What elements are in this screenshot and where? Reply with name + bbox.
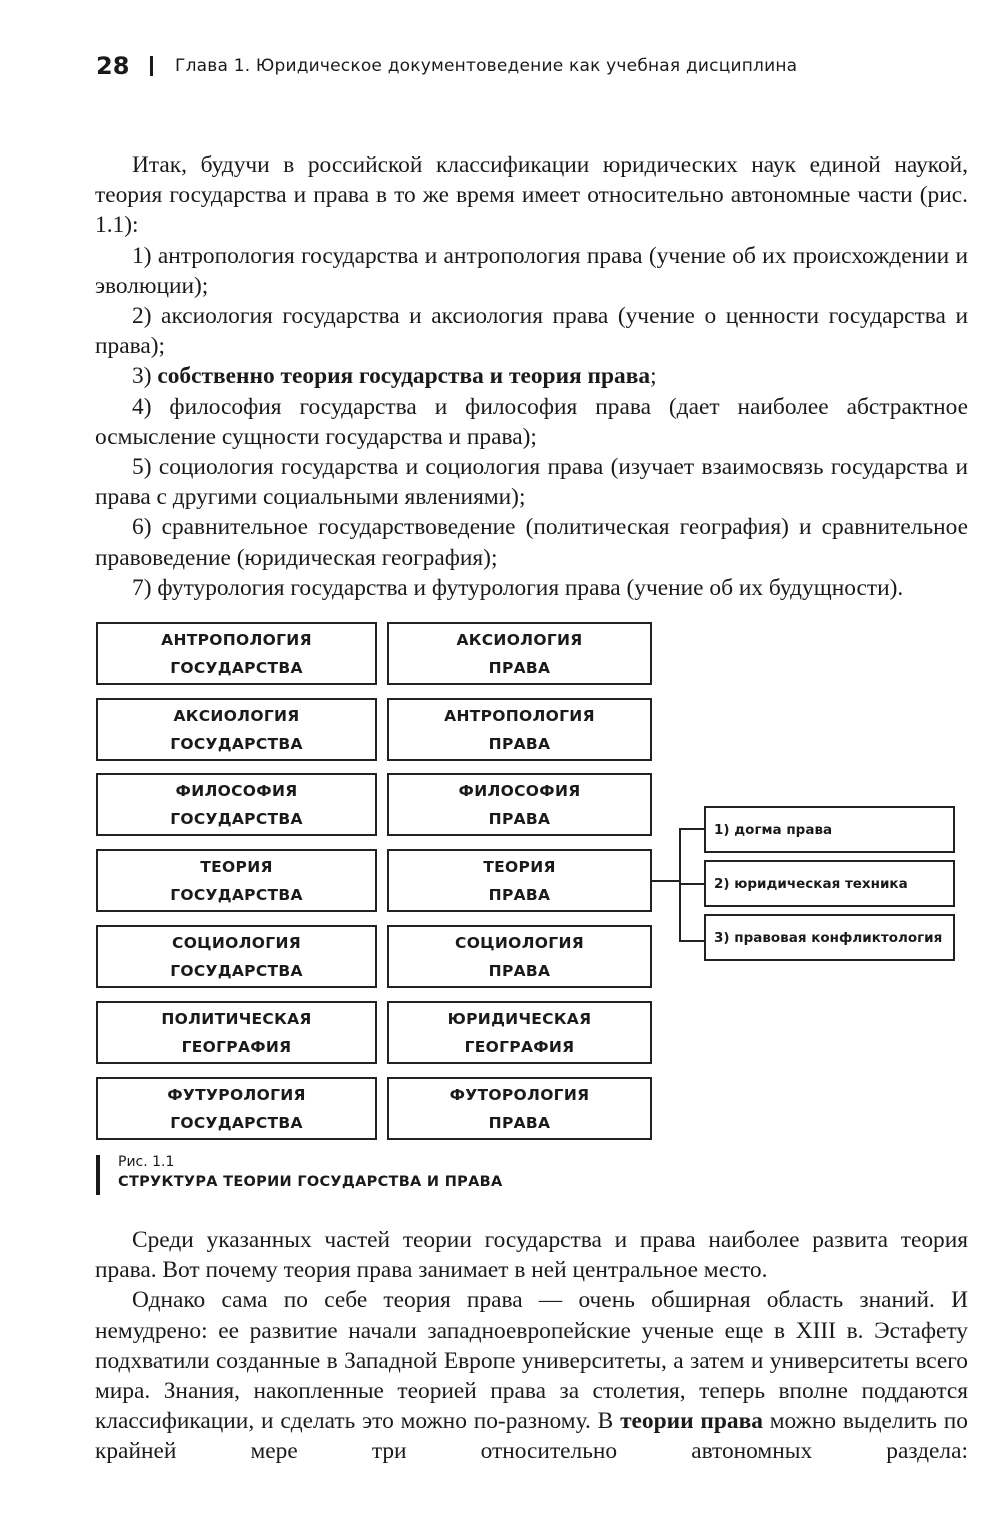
diagram-box-left (96, 622, 377, 685)
box-line-1: СОЦИОЛОГИЯ (455, 933, 584, 952)
connector-line (679, 828, 681, 942)
box-line-1: ФИЛОСОФИЯ (175, 781, 298, 800)
diagram-box-right (387, 1001, 652, 1064)
connector-line (679, 828, 705, 830)
body-paragraph (95, 1285, 968, 1466)
box-line-1: АНТРОПОЛОГИЯ (444, 706, 595, 725)
intro-text (95, 150, 968, 603)
box-line-2: ПРАВА (488, 734, 551, 753)
box-line-1: ЮРИДИЧЕСКАЯ (447, 1009, 592, 1028)
chapter-title: Глава 1. Юридическое документоведение как учебная дисциплина (175, 56, 798, 76)
diagram-box-left (96, 1001, 377, 1064)
box-line-1: ТЕОРИЯ (483, 857, 556, 876)
box-line-2: ГЕОГРАФИЯ (464, 1037, 575, 1056)
diagram-box-right (387, 622, 652, 685)
box-line-1: ТЕОРИЯ (200, 857, 273, 876)
diagram-box-left (96, 849, 377, 912)
list-item: 5) социология государства и социология права (изучает взаимосвязь государства и права с другими социальными явлениями); (95, 454, 968, 511)
list-item (95, 361, 968, 391)
intro-paragraph: Итак, будучи в российской классификации юридических наук единой наукой, теория государства и права в то же время имеет относительно автономные части (рис. 1.1): (95, 152, 968, 239)
box-line-2: ГОСУДАРСТВА (170, 809, 303, 828)
diagram-box-right (387, 1077, 652, 1140)
box-line-1: СОЦИОЛОГИЯ (172, 933, 301, 952)
box-line-2: ГОСУДАРСТВА (170, 658, 303, 677)
diagram-box-right (387, 925, 652, 988)
box-line-1: АНТРОПОЛОГИЯ (161, 630, 312, 649)
paragraph-text: можно выделить по крайней мере три относительно автономных раздела: (95, 1408, 969, 1465)
box-line-1: АКСИОЛОГИЯ (173, 706, 300, 725)
caption-title: СТРУКТУРА ТЕОРИИ ГОСУДАРСТВА И ПРАВА (118, 1174, 503, 1190)
diagram-box-left (96, 1077, 377, 1140)
list-item: 4) философия государства и философия права (дает наиболее абстрактное осмысление сущности государства и права); (95, 393, 968, 450)
box-line-2: ГОСУДАРСТВА (170, 961, 303, 980)
diagram-box-left (96, 773, 377, 836)
box-line-1: ПОЛИТИЧЕСКАЯ (161, 1009, 312, 1028)
box-line-2: ГОСУДАРСТВА (170, 1113, 303, 1132)
sub-section-box: 3) правовая конфликтология (704, 914, 955, 961)
list-item-tail: ; (650, 363, 657, 390)
sub-section-box: 2) юридическая техника (704, 860, 955, 907)
diagram-box-right (387, 773, 652, 836)
diagram-box-left (96, 698, 377, 761)
connector-line (679, 940, 705, 942)
list-item: 2) аксиология государства и аксиология права (учение о ценности государства и права); (95, 303, 968, 360)
box-line-2: ПРАВА (488, 961, 551, 980)
caption-bar (96, 1155, 100, 1195)
diagram-box-right (387, 849, 652, 912)
list-item: 7) футурология государства и футурология права (учение об их будущности). (132, 574, 904, 601)
paragraph-bold-text: теории права (620, 1408, 763, 1435)
box-line-1: ФУТУРОЛОГИЯ (167, 1085, 306, 1104)
sub-section-box: 1) догма права (704, 806, 955, 853)
list-item: 6) сравнительное государствоведение (политическая география) и сравнительное правоведение (юридическая география); (95, 514, 968, 571)
running-header (96, 52, 797, 80)
box-line-2: ПРАВА (488, 885, 551, 904)
box-line-1: ФИЛОСОФИЯ (458, 781, 581, 800)
connector-line (652, 880, 680, 882)
connector-line (679, 883, 705, 885)
page-number: 28 (96, 52, 130, 80)
box-line-1: АКСИОЛОГИЯ (456, 630, 583, 649)
diagram-box-right (387, 698, 652, 761)
box-line-2: ПРАВА (488, 809, 551, 828)
list-item-bold-text: собственно теория государства и теория права (157, 363, 651, 390)
figure-caption (96, 1153, 502, 1195)
box-line-2: ГЕОГРАФИЯ (181, 1037, 292, 1056)
box-line-2: ГОСУДАРСТВА (170, 734, 303, 753)
caption-label: Рис. 1.1 (118, 1154, 175, 1170)
list-item-number: 3) (132, 363, 158, 390)
box-line-1: ФУТОРОЛОГИЯ (449, 1085, 590, 1104)
header-divider (150, 56, 153, 76)
list-item: 1) антропология государства и антропология права (учение об их происхождении и эволюции); (95, 242, 968, 299)
body-paragraph: Среди указанных частей теории государства и права наиболее развита теория права. Вот почему теория права занимает в ней центральное место. (95, 1227, 968, 1284)
box-line-2: ГОСУДАРСТВА (170, 885, 303, 904)
paragraph-text: Однако сама по себе теория права — очень обширная область знаний. И немудрено: ее развитие начали западноевропейские ученые еще в XIII в. Эстафету подхватили созданные в Западной Европе университеты, а затем и университеты всего мира. Знания, накопленные теорией права за столетия, теперь вполне поддаются классификации, и сделать это можно по-разному. В (95, 1287, 968, 1435)
body-text (95, 1225, 968, 1467)
box-line-2: ПРАВА (488, 1113, 551, 1132)
box-line-2: ПРАВА (488, 658, 551, 677)
diagram-box-left (96, 925, 377, 988)
